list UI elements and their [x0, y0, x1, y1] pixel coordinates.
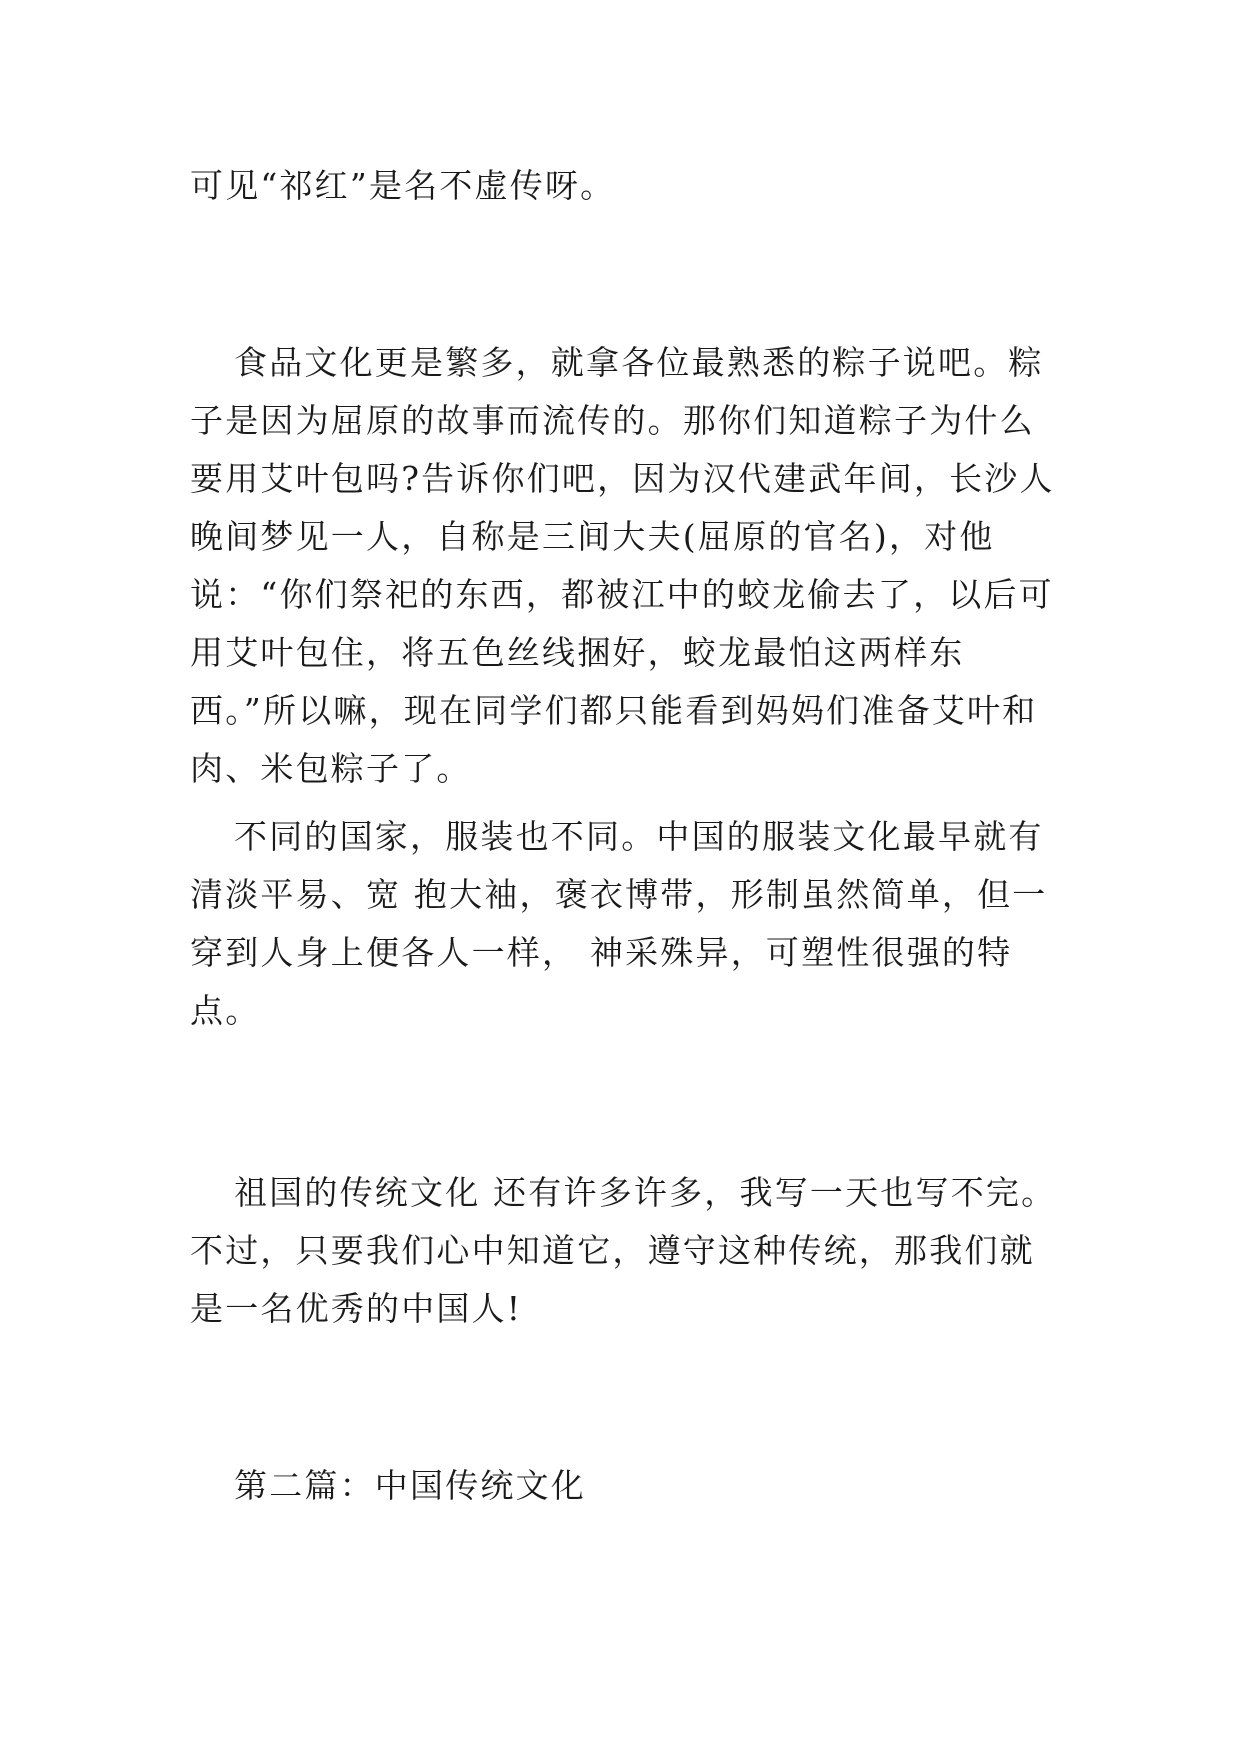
- paragraph-traditional-culture-conclusion: 祖国的传统文化 还有许多许多，我写一天也写不完。不过，只要我们心中知道它，遵守这种传统，那我们就是一名优秀的中国人!: [190, 1173, 1057, 1328]
- paragraph-clothing-culture: 不同的国家，服装也不同。中国的服装文化最早就有清淡平易、宽 抱大袖，褒衣博带，形制虽然简单，但一穿到人身上便各人一样， 神采殊异，可塑性很强的特点。: [190, 817, 1048, 1030]
- paragraph-food-culture-zongzi: 食品文化更是繁多，就拿各位最熟悉的粽子说吧。粽子是因为屈原的故事而流传的。那你们知道粽子为什么要用艾叶包吗?告诉你们吧，因为汉代建武年间，长沙人晚间梦见一人，自称是三间大夫(屈原的官名)，对他说：“你们祭祀的东西，都被江中的蛟龙偷去了，以后可用艾叶包住，将五色丝线捆好，蛟龙最怕这两样东西。”所以嘛，现在同学们都只能看到妈妈们准备艾叶和肉、米包粽子了。: [190, 343, 1055, 788]
- section-heading-part-two: 第二篇：中国传统文化: [234, 1466, 586, 1505]
- paragraph-qihong-conclusion: 可见“祁红”是名不虚传呀。: [190, 166, 616, 205]
